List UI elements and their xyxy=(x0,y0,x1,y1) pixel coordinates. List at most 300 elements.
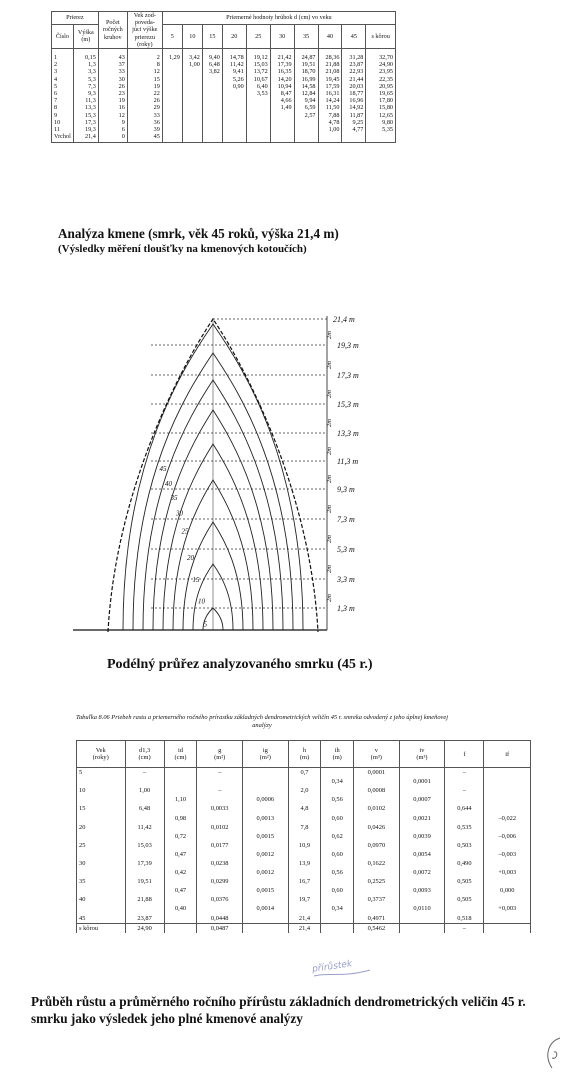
height-label: 19,3 m xyxy=(337,341,359,350)
cell-diameter: 19,12 xyxy=(246,49,270,62)
cell-diameter: 18,77 xyxy=(342,90,366,97)
cell-diameter: 32,70 xyxy=(366,49,396,62)
table-cell: 0,0238 xyxy=(197,859,243,868)
cell-diameter: 10,94 xyxy=(270,83,294,90)
age-col-header: s kôrou xyxy=(366,24,396,48)
cell-cislo: 11 xyxy=(52,126,74,133)
table-cell xyxy=(354,868,400,877)
table-cell: 0,7 xyxy=(288,768,321,778)
cell-diameter: 12,65 xyxy=(366,112,396,119)
table-row xyxy=(77,832,531,841)
cell-diameter: 12,84 xyxy=(294,90,318,97)
table-cell xyxy=(125,904,164,913)
table-cell xyxy=(243,768,289,778)
cell-diameter: 1,00 xyxy=(318,126,342,133)
table-cell xyxy=(445,832,484,841)
table-cell: 0,0021 xyxy=(399,813,445,822)
cell-vek: 33 xyxy=(127,112,162,119)
cell-diameter: 22,93 xyxy=(342,68,366,75)
spacing-label: 2m xyxy=(326,475,333,483)
column-header-unit: (m³) xyxy=(416,754,428,761)
cell-vek: 8 xyxy=(127,61,162,68)
column-header xyxy=(321,741,354,768)
table-row xyxy=(52,83,396,90)
table-cell xyxy=(164,804,197,813)
table-cell: – xyxy=(197,786,243,795)
cell-pocet: 30 xyxy=(98,76,127,83)
cell-vek: 45 xyxy=(127,133,162,143)
table-cell: 21,4 xyxy=(288,914,321,924)
cell-diameter xyxy=(246,97,270,104)
cell-diameter: 9,94 xyxy=(294,97,318,104)
spacing-label: 2m xyxy=(326,331,333,339)
cell-diameter: 1,00 xyxy=(182,61,202,68)
age-col-header: 25 xyxy=(246,24,270,48)
table-cell xyxy=(354,813,400,822)
table-cell: 0,0054 xyxy=(399,850,445,859)
cell-pocet: 33 xyxy=(98,68,127,75)
table-cell: 0,503 xyxy=(445,841,484,850)
table-cell: 10,9 xyxy=(288,841,321,850)
table-cell: 0,60 xyxy=(321,813,354,822)
age-col-header: 30 xyxy=(270,24,294,48)
table-cell: +0,003 xyxy=(484,868,531,877)
cell-pocet: 16 xyxy=(98,104,127,111)
table-cell xyxy=(288,777,321,786)
cell-vek: 12 xyxy=(127,68,162,75)
cell-diameter xyxy=(270,112,294,119)
table-cell xyxy=(125,777,164,786)
cell-diameter: 24,90 xyxy=(366,61,396,68)
header-prierez: Prierez xyxy=(52,12,99,25)
table-cell xyxy=(445,813,484,822)
column-header-name: iv xyxy=(419,747,425,754)
table-cell xyxy=(354,795,400,804)
cell-diameter: 3,42 xyxy=(182,49,202,62)
cell-diameter: 23,87 xyxy=(342,61,366,68)
table-cell xyxy=(125,795,164,804)
cell-diameter xyxy=(162,68,182,75)
age-label: 20 xyxy=(187,554,194,562)
cell-diameter xyxy=(162,104,182,111)
cell-vyska: 19,3 xyxy=(73,126,98,133)
cell-diameter xyxy=(182,119,202,126)
table-cell: 0,535 xyxy=(445,823,484,832)
table-cell: – xyxy=(445,923,484,933)
cell-diameter: 4,77 xyxy=(342,126,366,133)
cell-diameter xyxy=(182,76,202,83)
age-col-header: 35 xyxy=(294,24,318,48)
table-cell: 15 xyxy=(77,804,126,813)
cell-diameter: 9,41 xyxy=(222,68,246,75)
table-cell xyxy=(243,823,289,832)
cell-diameter: 17,80 xyxy=(366,97,396,104)
cell-diameter: 5,35 xyxy=(366,126,396,133)
table-cell xyxy=(197,795,243,804)
table-cell: 0,60 xyxy=(321,886,354,895)
cell-diameter xyxy=(222,90,246,97)
cell-diameter xyxy=(182,112,202,119)
table-row xyxy=(77,841,531,850)
table-cell xyxy=(164,768,197,778)
cell-diameter xyxy=(246,104,270,111)
age-col-header: 45 xyxy=(342,24,366,48)
table-cell xyxy=(164,841,197,850)
table-cell xyxy=(445,850,484,859)
table-cell xyxy=(484,859,531,868)
table-cell xyxy=(445,795,484,804)
table-cell: 0,0001 xyxy=(399,777,445,786)
table-cell xyxy=(321,877,354,886)
column-header-name: f xyxy=(463,750,466,758)
table-cell xyxy=(484,877,531,886)
table-row xyxy=(77,850,531,859)
cell-cislo: 4 xyxy=(52,76,74,83)
height-label: 9,3 m xyxy=(337,485,355,494)
table-cell xyxy=(243,804,289,813)
cell-vyska: 21,4 xyxy=(73,133,98,143)
table-row xyxy=(52,49,396,62)
cell-diameter xyxy=(182,97,202,104)
table-cell xyxy=(484,795,531,804)
table-cell xyxy=(399,841,445,850)
cell-diameter xyxy=(270,133,294,143)
table-cell xyxy=(445,868,484,877)
column-header xyxy=(288,741,321,768)
height-label: 13,3 m xyxy=(337,429,359,438)
table-cell xyxy=(288,832,321,841)
table-cell: 0,62 xyxy=(321,832,354,841)
table-cell xyxy=(288,886,321,895)
table-cell xyxy=(288,904,321,913)
cell-diameter xyxy=(202,97,222,104)
cell-diameter xyxy=(202,119,222,126)
cell-diameter xyxy=(318,133,342,143)
table-cell: 1,00 xyxy=(125,786,164,795)
table-cell xyxy=(243,859,289,868)
column-header-name: d1,3 xyxy=(139,747,151,754)
table-row xyxy=(77,877,531,886)
table-cell: 0,0012 xyxy=(243,850,289,859)
table-cell: 0,505 xyxy=(445,895,484,904)
table-cell xyxy=(77,832,126,841)
table-cell: 21,88 xyxy=(125,895,164,904)
corner-scribble xyxy=(540,1034,563,1074)
table-row xyxy=(77,786,531,795)
section-title: Podélný průřez analyzovaného smrku (45 r.) xyxy=(107,657,373,672)
cell-diameter: 11,87 xyxy=(342,112,366,119)
table-cell: 0,5462 xyxy=(354,923,400,933)
cell-diameter: 24,87 xyxy=(294,49,318,62)
height-label: 17,3 m xyxy=(337,371,359,380)
cell-pocet: 26 xyxy=(98,83,127,90)
cell-diameter: 8,47 xyxy=(270,90,294,97)
table-cell: 0,0015 xyxy=(243,832,289,841)
cell-diameter: 13,72 xyxy=(246,68,270,75)
cell-diameter: 9,25 xyxy=(342,119,366,126)
cell-diameter: 15,03 xyxy=(246,61,270,68)
table-cell xyxy=(77,850,126,859)
table-cell xyxy=(321,768,354,778)
cell-vyska: 15,3 xyxy=(73,112,98,119)
cell-vek: 39 xyxy=(127,126,162,133)
cell-pocet: 23 xyxy=(98,90,127,97)
column-header-name: Vek xyxy=(95,747,106,754)
table-cell: 0,56 xyxy=(321,868,354,877)
table-row xyxy=(52,76,396,83)
table-cell: – xyxy=(445,768,484,778)
table-cell xyxy=(321,841,354,850)
cell-diameter xyxy=(202,83,222,90)
table-cell xyxy=(288,795,321,804)
column-header xyxy=(77,741,126,768)
table-cell xyxy=(77,868,126,877)
column-header-name: ih xyxy=(334,747,340,754)
table-cell: 0,0487 xyxy=(197,923,243,933)
cell-diameter xyxy=(294,119,318,126)
table-cell xyxy=(164,914,197,924)
table-cell xyxy=(399,895,445,904)
column-header-name: ig xyxy=(262,747,268,754)
age-label: 5 xyxy=(203,620,207,629)
cell-diameter: 21,42 xyxy=(270,49,294,62)
cell-diameter: 18,70 xyxy=(294,68,318,75)
cell-diameter: 20,03 xyxy=(342,83,366,90)
table-cell xyxy=(321,859,354,868)
table-cell: 24,90 xyxy=(125,923,164,933)
table-cell xyxy=(197,777,243,786)
height-label: 5,3 m xyxy=(337,545,355,554)
cell-diameter: 14,58 xyxy=(294,83,318,90)
table-caption: Tabuľka 8.06 Priebeh rastu a priemerného ročného prírastku základných dendrometrických veličín 45 r. smreka odvodený z jeho úplnej kmeňovej analýzy xyxy=(76,714,448,729)
cell-diameter xyxy=(182,90,202,97)
table-cell xyxy=(321,895,354,904)
cell-diameter: 1,49 xyxy=(270,104,294,111)
cell-diameter: 6,59 xyxy=(294,104,318,111)
longitudinal-section-diagram xyxy=(65,308,365,643)
table-cell xyxy=(164,786,197,795)
table-cell xyxy=(399,859,445,868)
table-cell: 0,72 xyxy=(164,832,197,841)
cell-diameter: 4,66 xyxy=(270,97,294,104)
cell-vek: 2 xyxy=(127,49,162,62)
cell-diameter xyxy=(222,133,246,143)
age-col-header: 20 xyxy=(222,24,246,48)
age-label: 45 xyxy=(159,464,167,473)
table-cell xyxy=(197,868,243,877)
cell-diameter xyxy=(162,90,182,97)
cell-vyska: 1,3 xyxy=(73,61,98,68)
age-col-header: 5 xyxy=(162,24,182,48)
column-header-name: id xyxy=(178,747,184,754)
height-label: 7,3 m xyxy=(337,515,355,524)
cell-vyska: 17,3 xyxy=(73,119,98,126)
table-row xyxy=(52,126,396,133)
age-label: 15 xyxy=(192,575,200,584)
cell-diameter xyxy=(162,112,182,119)
cell-vyska: 11,3 xyxy=(73,97,98,104)
height-label: 15,3 m xyxy=(337,400,359,409)
table-cell: 0,60 xyxy=(321,850,354,859)
table-cell: s kôrou xyxy=(77,923,126,933)
cell-diameter: 14,78 xyxy=(222,49,246,62)
cell-cislo: 5 xyxy=(52,83,74,90)
table-cell xyxy=(399,923,445,933)
table-row xyxy=(77,823,531,832)
table-cell xyxy=(354,832,400,841)
cell-diameter: 16,99 xyxy=(294,76,318,83)
table-cell xyxy=(354,904,400,913)
table-cell xyxy=(164,877,197,886)
table-cell xyxy=(288,813,321,822)
cell-diameter xyxy=(162,119,182,126)
spacing-label: 2m xyxy=(326,505,333,513)
cell-vek: 15 xyxy=(127,76,162,83)
table-cell: 0,47 xyxy=(164,850,197,859)
table-row xyxy=(77,886,531,895)
cell-diameter xyxy=(342,133,366,143)
table-row xyxy=(77,777,531,786)
table-cell xyxy=(399,804,445,813)
table-cell: –0,003 xyxy=(484,850,531,859)
cell-diameter: 4,78 xyxy=(318,119,342,126)
column-header xyxy=(164,741,197,768)
cell-vek: 22 xyxy=(127,90,162,97)
cell-cislo: 1 xyxy=(52,49,74,62)
table-cell xyxy=(164,823,197,832)
age-label: 40 xyxy=(165,479,172,488)
table-cell: 0,2525 xyxy=(354,877,400,886)
cell-pocet: 37 xyxy=(98,61,127,68)
table-cell xyxy=(484,777,531,786)
cell-diameter: 2,57 xyxy=(294,112,318,119)
table-cell: 0,0014 xyxy=(243,904,289,913)
table-cell: 11,42 xyxy=(125,823,164,832)
table-cell: –0,022 xyxy=(484,813,531,822)
table-row xyxy=(52,90,396,97)
table-cell: 0,34 xyxy=(321,904,354,913)
cell-diameter: 11,42 xyxy=(222,61,246,68)
table-cell xyxy=(354,777,400,786)
cell-diameter: 19,65 xyxy=(366,90,396,97)
table-cell xyxy=(243,923,289,933)
column-header xyxy=(197,741,243,768)
table-row xyxy=(52,133,396,143)
table-cell xyxy=(77,904,126,913)
table-cell: 0,56 xyxy=(321,795,354,804)
header-vyska: Výška (m) xyxy=(73,24,98,48)
column-header-unit: (m) xyxy=(299,754,310,761)
table-cell: 0,1622 xyxy=(354,859,400,868)
table-row xyxy=(52,104,396,111)
cell-diameter xyxy=(222,119,246,126)
table-cell xyxy=(321,823,354,832)
column-header-unit: (cm) xyxy=(174,754,187,761)
table-cell xyxy=(243,895,289,904)
table-cell: 10 xyxy=(77,786,126,795)
cell-diameter: 15,80 xyxy=(366,104,396,111)
table-cell: 16,7 xyxy=(288,877,321,886)
table-cell xyxy=(354,850,400,859)
cell-diameter xyxy=(162,76,182,83)
table-cell: –0,006 xyxy=(484,832,531,841)
table-cell: 0,47 xyxy=(164,886,197,895)
table-cell xyxy=(125,813,164,822)
table-cell xyxy=(288,868,321,877)
table-cell: 1,10 xyxy=(164,795,197,804)
table-cell xyxy=(321,786,354,795)
table-cell: 19,51 xyxy=(125,877,164,886)
table-row xyxy=(77,904,531,913)
table-row xyxy=(52,112,396,119)
cell-pocet: 9 xyxy=(98,119,127,126)
height-label: 11,3 m xyxy=(337,457,359,466)
age-col-header: 10 xyxy=(182,24,202,48)
table-cell: 0,0970 xyxy=(354,841,400,850)
cell-diameter: 3,82 xyxy=(202,68,222,75)
table-cell xyxy=(399,786,445,795)
table-cell: 0,34 xyxy=(321,777,354,786)
table-cell xyxy=(164,895,197,904)
column-header-unit: (cm) xyxy=(138,754,151,761)
cell-diameter xyxy=(162,97,182,104)
spacing-label: 2m xyxy=(326,535,333,543)
table-cell xyxy=(197,832,243,841)
table-cell: 6,48 xyxy=(125,804,164,813)
column-header xyxy=(399,741,445,768)
table-cell: 0,3737 xyxy=(354,895,400,904)
cell-diameter xyxy=(270,126,294,133)
cell-vyska: 0,15 xyxy=(73,49,98,62)
table-cell: – xyxy=(445,786,484,795)
cell-diameter xyxy=(294,133,318,143)
spacing-label: 2m xyxy=(326,447,333,455)
table-cell: 0,0102 xyxy=(197,823,243,832)
table-cell xyxy=(164,859,197,868)
cell-cislo: 2 xyxy=(52,61,74,68)
cell-diameter: 5,26 xyxy=(222,76,246,83)
table-cell: 45 xyxy=(77,914,126,924)
table-cell xyxy=(243,914,289,924)
cell-diameter: 3,53 xyxy=(246,90,270,97)
cell-vyska: 5,3 xyxy=(73,76,98,83)
table-row xyxy=(77,859,531,868)
cell-diameter xyxy=(246,126,270,133)
cell-diameter: 28,36 xyxy=(318,49,342,62)
table-row xyxy=(77,813,531,822)
table-cell: 7,8 xyxy=(288,823,321,832)
table-cell: 0,0299 xyxy=(197,877,243,886)
table-cell: 0,0093 xyxy=(399,886,445,895)
table-cell: 0,490 xyxy=(445,859,484,868)
spacing-label: 2m xyxy=(326,594,333,602)
table-cell: 0,98 xyxy=(164,813,197,822)
table-cell xyxy=(321,914,354,924)
cell-diameter: 19,45 xyxy=(318,76,342,83)
table-cell: 2,0 xyxy=(288,786,321,795)
table-cell xyxy=(77,795,126,804)
table-cell xyxy=(484,923,531,933)
table-row xyxy=(77,868,531,877)
column-header-unit: (m³) xyxy=(370,754,382,761)
table-cell xyxy=(164,923,197,933)
cell-diameter xyxy=(270,119,294,126)
cell-diameter xyxy=(246,112,270,119)
table-cell: 21,4 xyxy=(288,923,321,933)
cell-diameter xyxy=(366,133,396,143)
cell-vek: 29 xyxy=(127,104,162,111)
table-row xyxy=(52,61,396,68)
